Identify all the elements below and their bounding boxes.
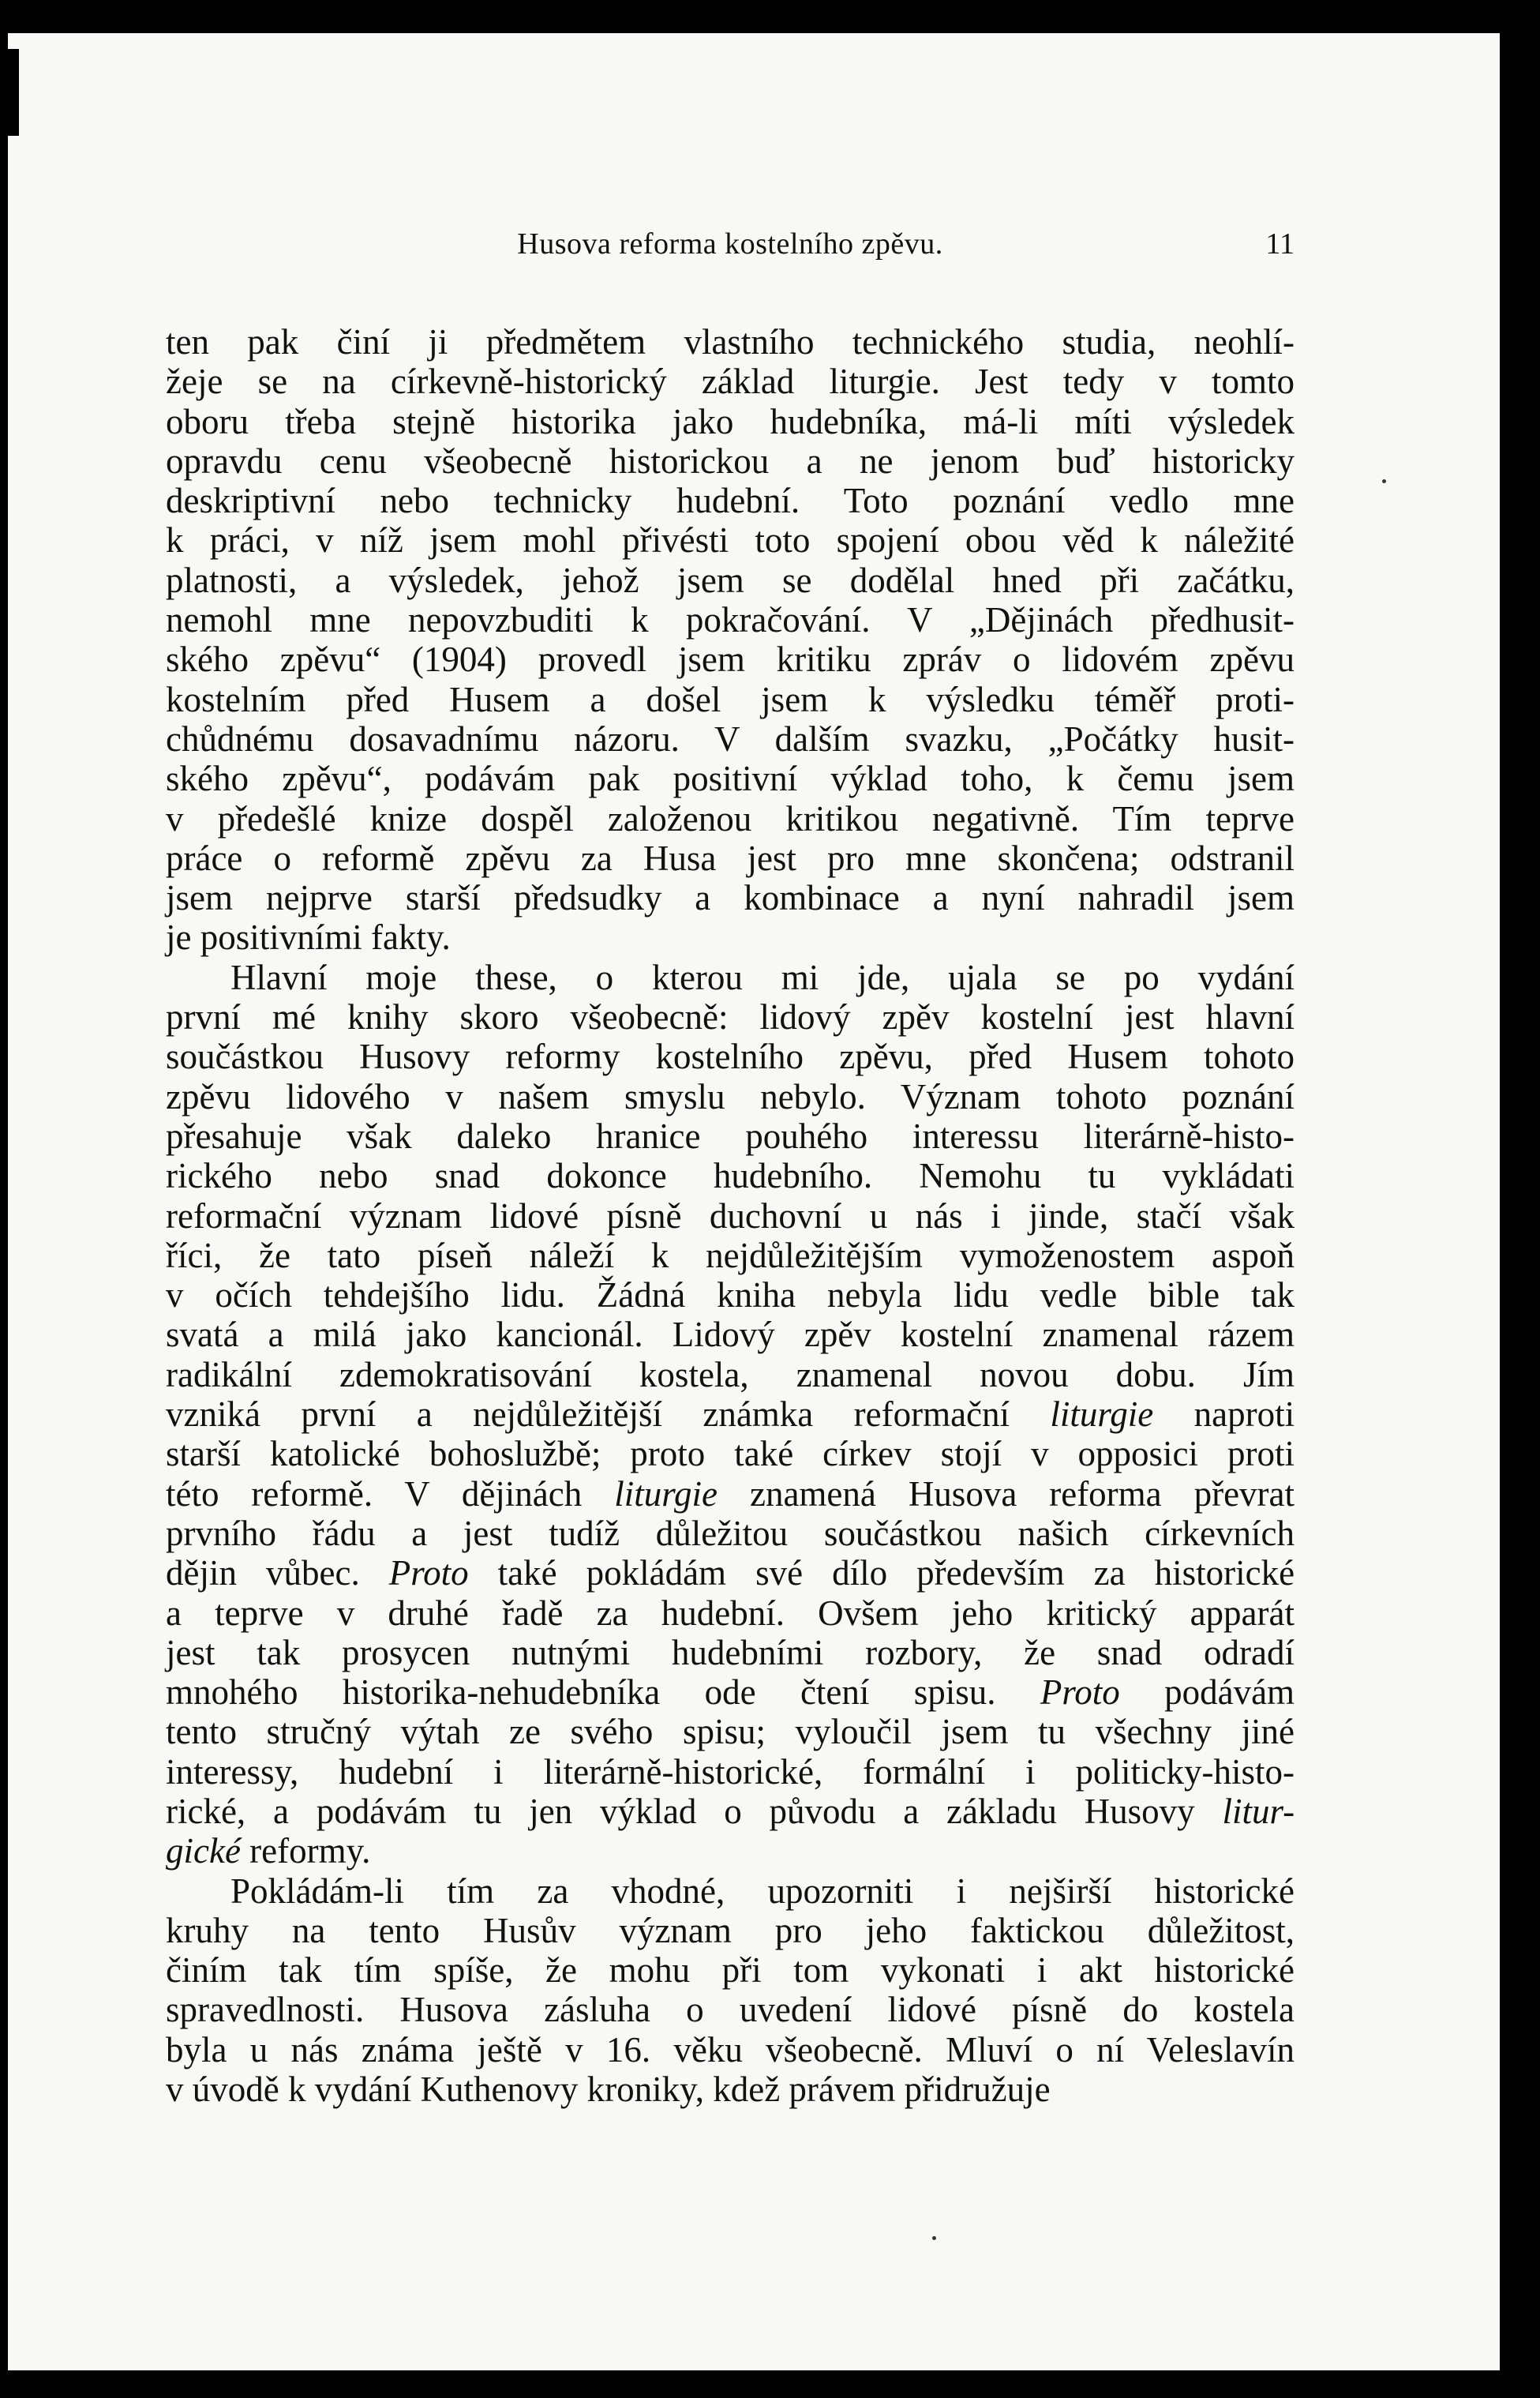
text-line: kostelním před Husem a došel jsem k výsledku téměř proti-: [166, 679, 1295, 719]
text-line: rické, a podávám tu jen výklad o původu a základu Husovy litur-: [166, 1791, 1295, 1831]
scan-speck: [932, 2236, 936, 2240]
text-line: jsem nejprve starší předsudky a kombinace a nyní nahradil jsem: [166, 878, 1295, 918]
paragraph: [166, 958, 1295, 1871]
paragraph: [166, 322, 1295, 958]
text-line: platnosti, a výsledek, jehož jsem se dodělal hned při začátku,: [166, 560, 1295, 600]
text-line: tento stručný výtah ze svého spisu; vyloučil jsem tu všechny jiné: [166, 1712, 1295, 1752]
text-line: a teprve v druhé řadě za hudební. Ovšem jeho kritický apparát: [166, 1593, 1295, 1633]
scan-edge: [8, 49, 19, 136]
text-line: interessy, hudební i literárně-historické, formální i politicky-histo-: [166, 1751, 1295, 1792]
text-line: součástkou Husovy reformy kostelního zpěvu, před Husem tohoto: [166, 1037, 1295, 1077]
text-line: v očích tehdejšího lidu. Žádná kniha nebyla lidu vedle bible tak: [166, 1275, 1295, 1315]
text-line: činím tak tím spíše, že mohu při tom vykonati i akt historické: [166, 1950, 1295, 1991]
text-line: v úvodě k vydání Kuthenovy kroniky, kdež právem přidružuje: [166, 2070, 1051, 2110]
text-line: spravedlnosti. Husova zásluha o uvedení lidové písně do kostela: [166, 1990, 1295, 2030]
text-line: ského zpěvu“ (1904) provedl jsem kritiku zpráv o lidovém zpěvu: [166, 640, 1295, 680]
text-line: prvního řádu a jest tudíž důležitou součástkou našich církevních: [166, 1513, 1295, 1553]
text-line: v předešlé knize dospěl založenou kritikou negativně. Tím teprve: [166, 798, 1295, 839]
text-line: přesahuje však daleko hranice pouhého interessu literárně-histo-: [166, 1116, 1295, 1156]
book-page: [8, 33, 1500, 2370]
text-line: ského zpěvu“, podávám pak positivní výklad toho, k čemu jsem: [166, 759, 1295, 799]
text-line: je positivními fakty.: [166, 918, 451, 958]
text-line: chůdnému dosavadnímu názoru. V dalším svazku, „Počátky husit-: [166, 719, 1295, 759]
text-line: nemohl mne nepovzbuditi k pokračování. V „Dějinách předhusit-: [166, 600, 1295, 640]
body-text: [166, 322, 1295, 2109]
text-line: zpěvu lidového v našem smyslu nebylo. Význam tohoto poznání: [166, 1076, 1295, 1116]
running-title: Husova reforma kostelního zpěvu.: [517, 227, 943, 261]
text-line: k práci, v níž jsem mohl přivésti toto spojení obou věd k náležité: [166, 520, 1295, 561]
text-line: říci, že tato píseň náleží k nejdůležitějším vymoženostem aspoň: [166, 1235, 1295, 1275]
text-line: gické reformy.: [166, 1831, 371, 1871]
text-line: byla u nás známa ještě v 16. věku všeobecně. Mluví o ní Veleslavín: [166, 2029, 1295, 2070]
text-line: Pokládám-li tím za vhodné, upozorniti i nejširší historické: [230, 1871, 1295, 1911]
text-line: kruhy na tento Husův význam pro jeho faktickou důležitost,: [166, 1910, 1295, 1950]
page-header: [166, 227, 1295, 274]
text-line: ten pak činí ji předmětem vlastního technického studia, neohlí-: [166, 322, 1295, 362]
text-line: rického nebo snad dokonce hudebního. Nemohu tu vykládati: [166, 1156, 1295, 1196]
text-line: mnohého historika-nehudebníka ode čtení spisu. Proto podávám: [166, 1672, 1295, 1713]
text-line: jest tak prosycen nutnými hudebními rozbory, že snad odradí: [166, 1632, 1295, 1672]
paragraph: [166, 1871, 1295, 2110]
text-line: žeje se na církevně-historický základ liturgie. Jest tedy v tomto: [166, 362, 1295, 402]
text-line: deskriptivní nebo technicky hudební. Toto poznání vedlo mne: [166, 481, 1295, 521]
text-line: svatá a milá jako kancionál. Lidový zpěv kostelní znamenal rázem: [166, 1315, 1295, 1355]
text-line: reformační význam lidové písně duchovní u nás i jinde, stačí však: [166, 1195, 1295, 1236]
text-line: první mé knihy skoro všeobecně: lidový zpěv kostelní jest hlavní: [166, 997, 1295, 1038]
text-line: Hlavní moje these, o kterou mi jde, ujala se po vydání: [230, 957, 1295, 997]
text-line: práce o reformě zpěvu za Husa jest pro mne skončena; odstranil: [166, 838, 1295, 878]
text-line: vzniká první a nejdůležitější známka reformační liturgie naproti: [166, 1394, 1295, 1435]
text-line: radikální zdemokratisování kostela, znamenal novou dobu. Jím: [166, 1354, 1295, 1394]
page-number: 11: [1265, 227, 1295, 261]
text-line: opravdu cenu všeobecně historickou a ne jenom buď historicky: [166, 441, 1295, 481]
text-line: oboru třeba stejně historika jako hudebníka, má-li míti výsledek: [166, 401, 1295, 441]
scan-speck: [1382, 479, 1386, 483]
text-line: dějin vůbec. Proto také pokládám své dílo především za historické: [166, 1553, 1295, 1593]
text-line: starší katolické bohoslužbě; proto také církev stojí v opposici proti: [166, 1434, 1295, 1474]
text-line: této reformě. V dějinách liturgie znamená Husova reforma převrat: [166, 1473, 1295, 1514]
